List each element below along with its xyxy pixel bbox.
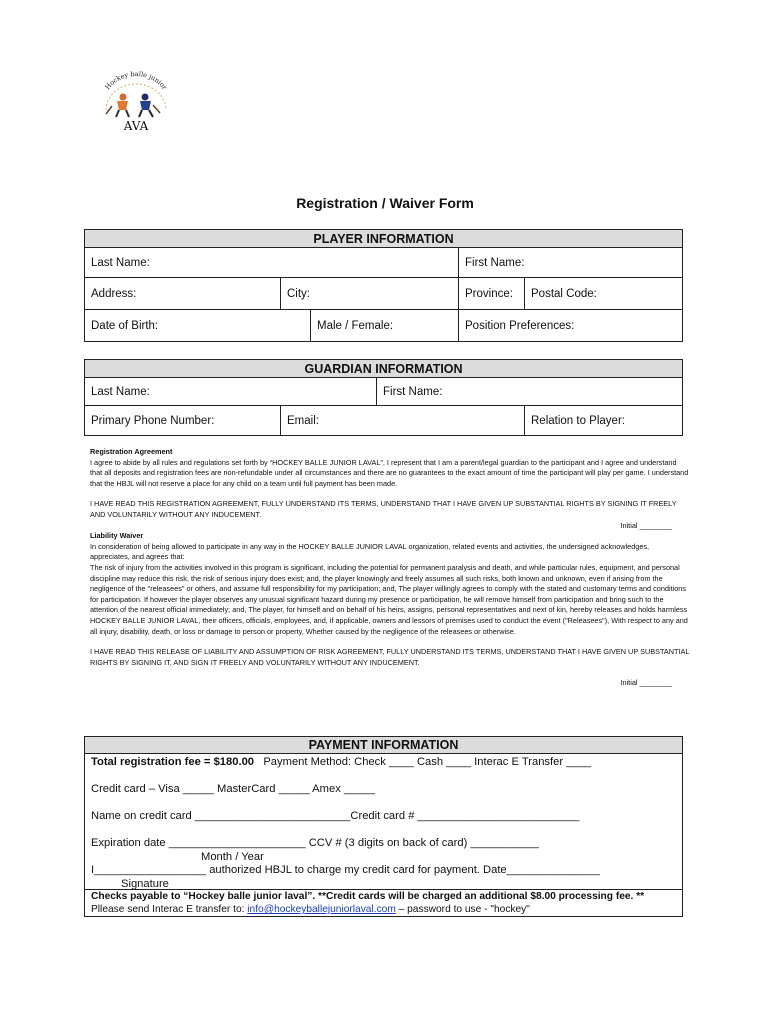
player-position-field[interactable]: Position Preferences: bbox=[459, 310, 683, 342]
ava-logo bbox=[98, 70, 174, 134]
player-last-name-field[interactable]: Last Name: bbox=[85, 248, 459, 278]
guardian-info-heading: GUARDIAN INFORMATION bbox=[85, 360, 683, 378]
logo-name: AVA bbox=[123, 119, 149, 133]
guardian-relation-field[interactable]: Relation to Player: bbox=[525, 406, 683, 436]
payment-footer bbox=[85, 889, 682, 916]
liability-waiver-intro: In consideration of being allowed to participate in any way in the HOCKEY BALLE JUNIOR LAVAL organization, related events and activities, the undersigned acknowledges, appreciates, and agrees that: bbox=[90, 541, 650, 562]
total-fee: Total registration fee = $180.00 bbox=[91, 756, 255, 768]
logo-arc-text: Hockey balle junior bbox=[103, 70, 169, 92]
player-first-name-field[interactable]: First Name: bbox=[459, 248, 683, 278]
player-province-field[interactable]: Province: bbox=[459, 278, 525, 310]
page-title: Registration / Waiver Form bbox=[296, 195, 474, 211]
guardian-last-name-field[interactable]: Last Name: bbox=[85, 378, 377, 406]
guardian-phone-field[interactable]: Primary Phone Number: bbox=[85, 406, 281, 436]
payment-info-box bbox=[84, 736, 683, 917]
payment-info-heading: PAYMENT INFORMATION bbox=[85, 737, 682, 754]
guardian-info-table bbox=[84, 359, 683, 436]
registration-initial-field[interactable]: Initial ________ bbox=[620, 520, 672, 530]
player-figure-left bbox=[106, 94, 129, 118]
liability-waiver-text: The risk of injury from the activities involved in this program is significant, including the potential for permanent paralysis and death, and while particular rules, equipment, and personal discipline may reduce this risk, the risk of serious injury does exist; and, the player knowingly and freely assumes all such risks, both known and unknown, even if arising from the negligence of the "releasees" or others, and assume full responsibility for my participation; and, The player willingly agrees to comply with the stated and customary terms and conditions for participation. If however the player observes any unusual significant hazard during my presence or participation, he will remove himself from participation and bring such to the attention of the nearest official immediately; and, The player, for himself and on behalf of his heirs, assigns, personal representatives and next of kin, hereby releases and holds harmless HOCKEY BALLE JUNIOR LAVAL, their officers, officials, employees, and, if applicable, owners and lessors of premises used to conduct the event ("Releasees"), With respect to any and all injury, disability, death, or loss or damage to person or property, Whether caused by the negligence of the releasees or otherwise. bbox=[90, 562, 688, 636]
name-on-card-field[interactable]: Name on credit card _________________________Credit card # __________________________ bbox=[91, 810, 580, 822]
contact-email-link[interactable]: info@hockeyballejuniorlaval.com bbox=[247, 904, 396, 915]
payment-fee-line bbox=[91, 756, 591, 768]
checks-payable-note: Checks payable to “Hockey balle junior laval”. **Credit cards will be charged an additional $8.00 processing fee. ** bbox=[91, 891, 645, 902]
svg-text:Hockey balle junior bbox=[104, 70, 170, 92]
signature-label: Signature bbox=[121, 878, 169, 890]
player-postal-code-field[interactable]: Postal Code: bbox=[525, 278, 683, 310]
month-year-label: Month / Year bbox=[201, 851, 264, 863]
registration-acknowledgement: I HAVE READ THIS REGISTRATION AGREEMENT, FULLY UNDERSTAND ITS TERMS, UNDERSTAND THAT I HAVE GIVEN UP SUBSTANTIAL RIGHTS BY SIGNING IT FREELY AND VOLUNTARILY WITHOUT ANY INDUCEMENT. bbox=[90, 499, 677, 519]
credit-card-type-field[interactable]: Credit card – Visa _____ MasterCard _____ Amex _____ bbox=[91, 783, 376, 795]
liability-acknowledgement: I HAVE READ THIS RELEASE OF LIABILITY AND ASSUMPTION OF RISK AGREEMENT, FULLY UNDERSTAND ITS TERMS, UNDERSTAND THAT I HAVE GIVEN UP SUBSTANTIAL RIGHTS BY SIGNING IT, AND SIGN IT FREELY AND VOLUNTARILY WITHOUT ANY INDUCEMENT. bbox=[90, 647, 690, 667]
liability-initial-field[interactable]: Initial ________ bbox=[620, 678, 672, 688]
liability-waiver-heading: Liability Waiver bbox=[90, 531, 144, 541]
player-info-heading: PLAYER INFORMATION bbox=[85, 230, 683, 248]
player-gender-field[interactable]: Male / Female: bbox=[311, 310, 459, 342]
player-figure-right bbox=[139, 94, 160, 118]
guardian-first-name-field[interactable]: First Name: bbox=[377, 378, 683, 406]
expiration-ccv-field[interactable]: Expiration date ______________________ CCV # (3 digits on back of card) ___________ bbox=[91, 837, 539, 849]
registration-agreement-text: I agree to abide by all rules and regulations set forth by “HOCKEY BALLE JUNIOR LAVAL”, I represent that I am a parent/legal guardian to the participant and I agree and understand that all deposits and registration fees are non-refundable under all circumstances and there are no guarantees to the exact amount of time the participant will play per game. I understand that the HBJL will not reserve a place for any child on a team until full payment has been made. bbox=[90, 457, 689, 488]
player-dob-field[interactable]: Date of Birth: bbox=[85, 310, 311, 342]
player-city-field[interactable]: City: bbox=[281, 278, 459, 310]
guardian-email-field[interactable]: Email: bbox=[281, 406, 525, 436]
authorization-field[interactable]: I__________________ authorized HBJL to charge my credit card for payment. Date_______________ bbox=[91, 864, 600, 876]
payment-method-field[interactable]: Payment Method: Check ____ Cash ____ Interac E Transfer ____ bbox=[263, 756, 592, 768]
interac-note: Pllease send Interac E transfer to: info@hockeyballejuniorlaval.com – password to use - "hockey" bbox=[91, 904, 530, 915]
registration-agreement-heading: Registration Agreement bbox=[90, 447, 173, 456]
agreement-section bbox=[90, 447, 690, 689]
player-info-table bbox=[84, 229, 683, 342]
player-address-field[interactable]: Address: bbox=[85, 278, 281, 310]
